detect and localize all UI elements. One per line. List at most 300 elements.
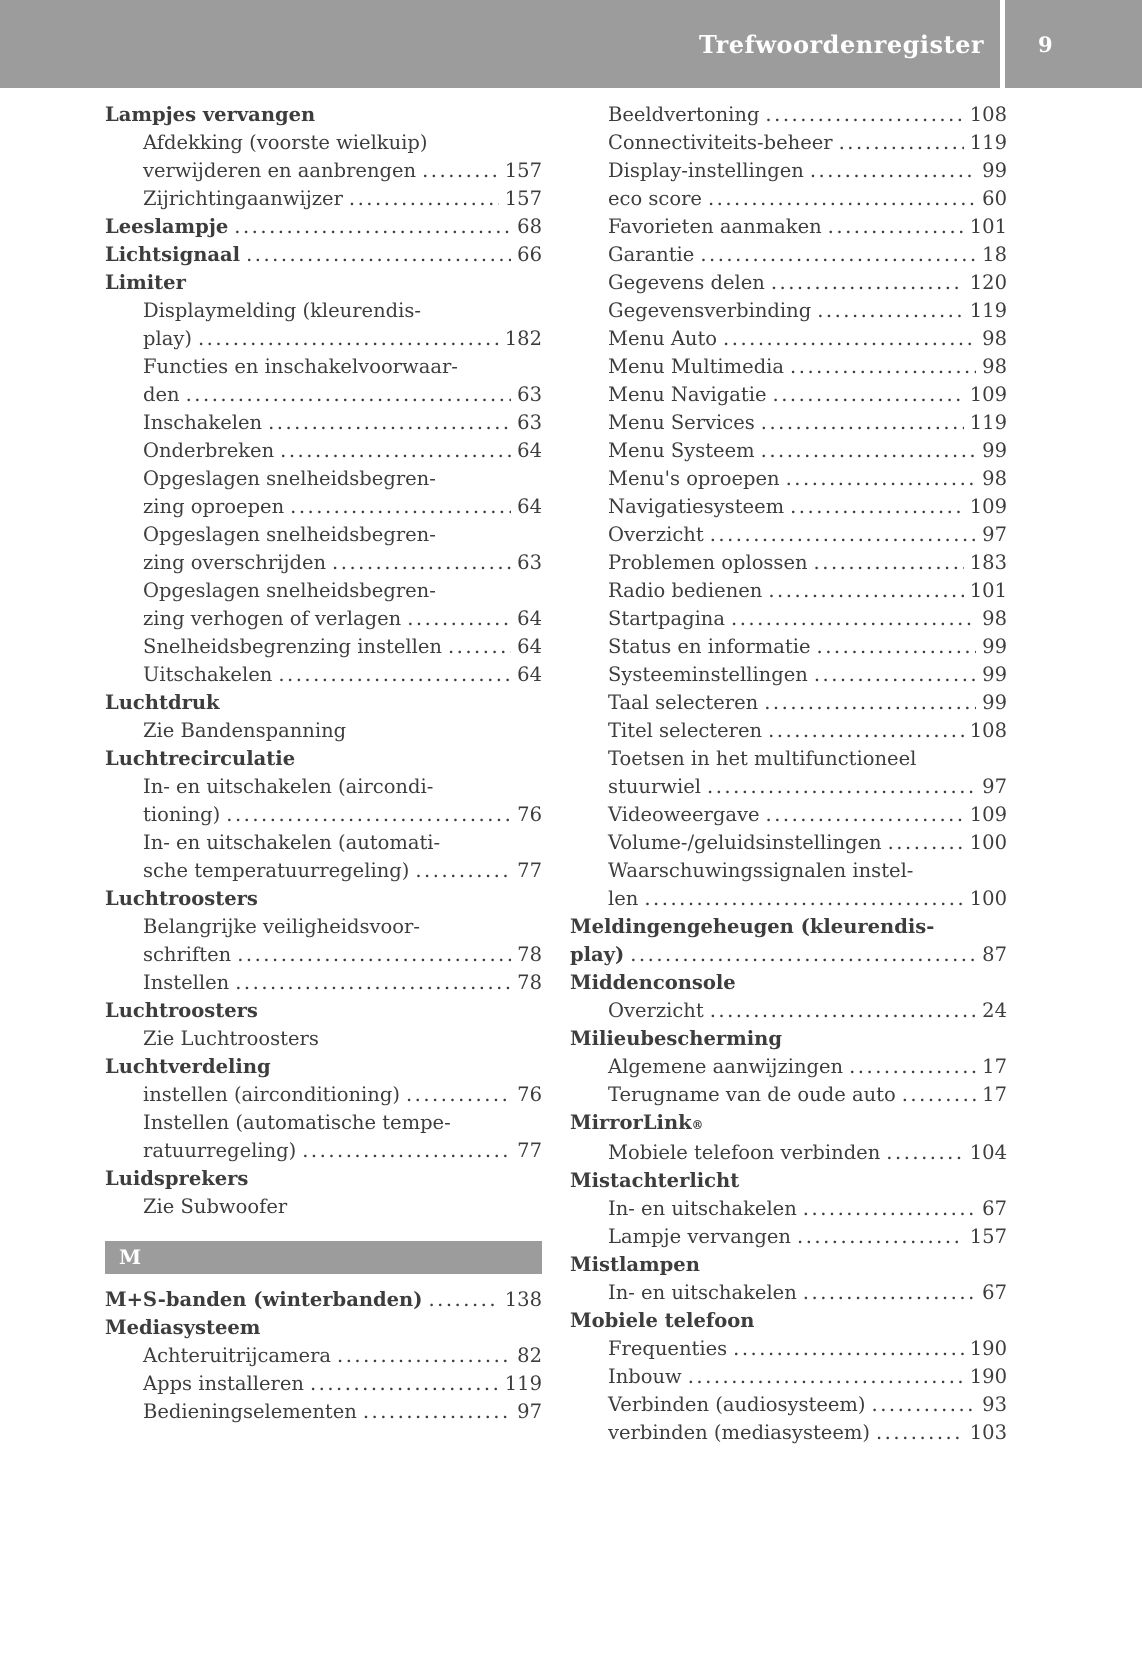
entry-label: Menu Navigatie [608,383,767,406]
index-entry-sub [105,297,542,353]
index-entry-sub [570,1053,1007,1081]
entry-label: stuurwiel [608,775,701,798]
entry-page-number: 99 [982,635,1007,658]
entry-line [570,1053,1007,1081]
entry-line [105,1025,542,1053]
entry-line [105,913,542,941]
leader-dots [849,1053,976,1081]
entry-label: Belangrijke veiligheidsvoor- [143,915,420,938]
entry-line [105,969,542,997]
entry-line [105,689,542,717]
entry-label: Overzicht [608,523,704,546]
page-number-box [1005,0,1142,88]
index-entry-sub [570,465,1007,493]
entry-line [570,353,1007,381]
entry-line [570,605,1007,633]
leader-dots [771,269,964,297]
index-entry-sub [570,689,1007,717]
entry-line [105,1193,542,1221]
leader-dots [731,605,976,633]
entry-page-number: 190 [969,1365,1007,1388]
entry-label: play) [570,943,625,966]
index-entry-main [570,1307,1007,1335]
leader-dots [761,409,964,437]
entry-label: Lichtsignaal [105,243,241,266]
entry-line [570,1363,1007,1391]
index-entry-sub [105,1342,542,1370]
index-entry-sub [570,1195,1007,1223]
entry-page-number: 76 [517,1083,542,1106]
entry-page-number: 77 [517,1139,542,1162]
entry-label: Problemen oplossen [608,551,808,574]
leader-dots [817,297,964,325]
entry-label: Luchtroosters [105,887,258,910]
entry-label: Functies en inschakelvoorwaar- [143,355,458,378]
entry-line [570,129,1007,157]
index-entry-sub [105,465,542,521]
leader-dots [886,1139,963,1167]
entry-label: zing oproepen [143,495,285,518]
index-entry-sub [105,1109,542,1165]
entry-line [570,1139,1007,1167]
leader-dots [407,605,511,633]
entry-line [105,1286,542,1314]
entry-label: Mobiele telefoon verbinden [608,1141,881,1164]
entry-label: Menu Systeem [608,439,755,462]
entry-label: Videoweergave [608,803,760,826]
entry-label: eco score [608,187,702,210]
leader-dots [768,577,963,605]
entry-page-number: 17 [982,1055,1007,1078]
leader-dots [428,1286,498,1314]
index-entry-sub [570,213,1007,241]
entry-label: Garantie [608,243,695,266]
entry-line [105,325,542,353]
index-entry-main [105,213,542,241]
entry-label: schriften [143,943,232,966]
index-entry-sub [570,269,1007,297]
leader-dots [644,885,963,913]
leader-dots [630,941,976,969]
leader-dots [790,353,976,381]
entry-label: Menu Multimedia [608,355,785,378]
leader-dots [768,717,964,745]
entry-label: Overzicht [608,999,704,1022]
index-entry-main [570,969,1007,997]
entry-page-number: 60 [982,187,1007,210]
entry-page-number: 138 [504,1288,542,1311]
index-entry-sub [105,1081,542,1109]
entry-label: play) [143,327,192,350]
entry-page-number: 63 [517,551,542,574]
entry-label: Connectiviteits-beheer [608,131,833,154]
leader-dots [278,661,511,689]
entry-page-number: 87 [982,943,1007,966]
index-entry-sub [570,1391,1007,1419]
entry-line [570,661,1007,689]
entry-page-number: 157 [504,187,542,210]
index-column-left [105,101,542,1447]
index-entry-sub [570,549,1007,577]
entry-page-number: 108 [969,719,1007,742]
index-entry-sub [570,997,1007,1025]
entry-label: Navigatiesysteem [608,495,785,518]
index-entry-main [105,885,542,913]
entry-page-number: 24 [982,999,1007,1022]
entry-label: Instellen (automatische tempe- [143,1111,451,1134]
entry-label: Zijrichtingaanwijzer [143,187,343,210]
entry-label: Titel selecteren [608,719,763,742]
leader-dots [817,633,977,661]
entry-label: Radio bedienen [608,579,763,602]
section-letter: M [119,1245,142,1269]
leader-dots [198,325,499,353]
index-entry-main [570,913,1007,969]
leader-dots [246,241,511,269]
entry-line [570,633,1007,661]
entry-line [105,773,542,801]
index-entry-sub [105,1398,542,1426]
entry-page-number: 99 [982,159,1007,182]
entry-page-number: 17 [982,1083,1007,1106]
entry-line [105,409,542,437]
entry-line [105,1053,542,1081]
section-letter-bar [105,1241,542,1274]
entry-line [105,605,542,633]
index-entry-sub [105,633,542,661]
entry-label: Lampje vervangen [608,1225,791,1248]
index-entry-main [570,1167,1007,1195]
entry-line [570,1081,1007,1109]
entry-line [105,101,542,129]
index-entry-sub [570,353,1007,381]
leader-dots [766,801,964,829]
entry-label: Menu Services [608,411,755,434]
entry-label: zing overschrijden [143,551,327,574]
index-entry-main [105,745,542,773]
index-entry-sub [105,1370,542,1398]
index-entry-sub [570,801,1007,829]
entry-label: Luchtroosters [105,999,258,1022]
entry-line [570,1251,1007,1279]
index-content [0,88,1142,1447]
index-entry-sub [570,437,1007,465]
index-entry-sub [570,325,1007,353]
index-entry-sub [570,1139,1007,1167]
entry-line [105,157,542,185]
leader-dots [902,1081,976,1109]
entry-page-number: 99 [982,439,1007,462]
entry-line [105,1342,542,1370]
entry-label: Toetsen in het multifunctioneel [608,747,917,770]
entry-line [105,269,542,297]
index-entry-sub [570,129,1007,157]
entry-label: Luchtrecirculatie [105,747,296,770]
entry-page-number: 98 [982,355,1007,378]
entry-page-number: 78 [517,971,542,994]
leader-dots [708,185,976,213]
leader-dots [337,1342,511,1370]
entry-line [105,1398,542,1426]
leader-dots [700,241,976,269]
index-entry-sub [105,773,542,829]
entry-line [570,465,1007,493]
entry-label: Inbouw [608,1365,682,1388]
index-entry-sub [570,381,1007,409]
leader-dots [406,1081,511,1109]
index-entry-main [105,689,542,717]
entry-label: Display-instellingen [608,159,804,182]
leader-dots [280,437,511,465]
entry-line [105,213,542,241]
entry-page-number: 67 [982,1197,1007,1220]
entry-page-number: 101 [969,215,1007,238]
entry-page-number: 76 [517,803,542,826]
entry-page-number: 66 [517,243,542,266]
entry-label: Onderbreken [143,439,275,462]
entry-label: Mediasysteem [105,1316,261,1339]
entry-label: Afdekking (voorste wielkuip) [143,131,428,154]
entry-line [570,1279,1007,1307]
index-column-right [570,101,1007,1447]
entry-label: Gegevensverbinding [608,299,812,322]
entry-page-number: 104 [969,1141,1007,1164]
index-entry-sub [570,1363,1007,1391]
index-entry-sub [105,829,542,885]
entry-page-number: 98 [982,607,1007,630]
index-entry-sub [105,185,542,213]
entry-line [105,1370,542,1398]
entry-label: Favorieten aanmaken [608,215,822,238]
entry-line [570,1109,1007,1139]
entry-line [105,997,542,1025]
index-entry-sub [105,521,542,577]
entry-label: Verbinden (audiosysteem) [608,1393,866,1416]
leader-dots [234,213,511,241]
entry-label: Apps installeren [143,1372,304,1395]
entry-line [570,157,1007,185]
page-title: Trefwoordenregister [699,29,984,59]
index-entry-main [105,101,542,129]
index-entry-sub [570,101,1007,129]
entry-line [570,1391,1007,1419]
index-entry-sub [570,605,1007,633]
entry-line [105,1081,542,1109]
entry-page-number: 119 [504,1372,542,1395]
entry-line [570,1307,1007,1335]
entry-label: Bedieningselementen [143,1400,357,1423]
entry-label: Limiter [105,271,186,294]
leader-dots [235,969,511,997]
entry-page-number: 119 [969,131,1007,154]
leader-dots [765,101,963,129]
entry-label: Instellen [143,971,230,994]
entry-label: Zie Bandenspanning [143,719,347,742]
entry-label: Luchtverdeling [105,1055,271,1078]
index-entry-sub [570,857,1007,913]
leader-dots [790,493,964,521]
entry-label: Leeslampje [105,215,229,238]
entry-label: Menu's oproepen [608,467,780,490]
leader-dots [786,465,977,493]
index-entry-sub [570,493,1007,521]
index-entry-sub [570,185,1007,213]
entry-line [570,745,1007,773]
entry-line [105,1109,542,1137]
header-title-bar [0,0,1000,88]
leader-dots [302,1137,511,1165]
leader-dots [710,521,976,549]
entry-line [570,437,1007,465]
entry-line [105,381,542,409]
index-cross-reference [105,1193,542,1221]
entry-label: Waarschuwingssignalen instel- [608,859,914,882]
entry-label: Opgeslagen snelheidsbegren- [143,579,436,602]
entry-line [570,885,1007,913]
entry-page-number: 63 [517,383,542,406]
entry-label: MirrorLink [570,1111,692,1134]
entry-page-number: 98 [982,467,1007,490]
entry-page-number: 109 [969,495,1007,518]
index-entry-main [105,241,542,269]
leader-dots [268,409,511,437]
entry-line [570,549,1007,577]
index-entry-sub [570,717,1007,745]
entry-page-number: 182 [504,327,542,350]
index-entry-sub [570,1081,1007,1109]
index-entry-sub [570,297,1007,325]
entry-label: Status en informatie [608,635,811,658]
leader-dots [237,941,511,969]
entry-line [105,745,542,773]
entry-label: In- en uitschakelen (automati- [143,831,441,854]
entry-line [570,493,1007,521]
entry-page-number: 64 [517,635,542,658]
leader-dots [814,661,976,689]
entry-line [105,577,542,605]
index-entry-sub [570,1279,1007,1307]
entry-page-number: 99 [982,691,1007,714]
index-entry-sub [105,661,542,689]
index-entry-main [105,1053,542,1081]
index-entry-main [570,1109,1007,1139]
entry-label: Systeeminstellingen [608,663,808,686]
entry-line [105,1314,542,1342]
entry-page-number: 157 [969,1225,1007,1248]
entry-line [105,633,542,661]
leader-dots [839,129,964,157]
index-entry-sub [570,409,1007,437]
leader-dots [803,1279,976,1307]
entry-label: sche temperatuurregeling) [143,859,410,882]
entry-label: Menu Auto [608,327,718,350]
index-entry-sub [105,409,542,437]
entry-page-number: 190 [969,1337,1007,1360]
index-entry-sub [570,521,1007,549]
entry-label: Uitschakelen [143,663,273,686]
entry-label: Mistachterlicht [570,1169,740,1192]
entry-page-number: 97 [517,1400,542,1423]
entry-page-number: 63 [517,411,542,434]
entry-line [570,801,1007,829]
entry-page-number: 64 [517,607,542,630]
entry-line [570,941,1007,969]
entry-line [570,717,1007,745]
entry-label: Volume-/geluidsinstellingen [608,831,882,854]
entry-label: Opgeslagen snelheidsbegren- [143,523,436,546]
entry-label: Startpagina [608,607,725,630]
entry-line [570,1167,1007,1195]
leader-dots [226,801,511,829]
entry-line [105,185,542,213]
index-entry-main [570,1251,1007,1279]
entry-line [570,829,1007,857]
index-entry-sub [570,577,1007,605]
index-entry-sub [105,913,542,969]
entry-label: Milieubescherming [570,1027,782,1050]
entry-page-number: 109 [969,803,1007,826]
leader-dots [290,493,511,521]
entry-label: In- en uitschakelen (aircondi- [143,775,434,798]
entry-line [570,297,1007,325]
entry-line [105,437,542,465]
leader-dots [723,325,976,353]
index-entry-sub [570,1223,1007,1251]
entry-line [570,1195,1007,1223]
entry-line [570,857,1007,885]
index-entry-sub [570,661,1007,689]
entry-page-number: 68 [517,215,542,238]
entry-page-number: 18 [982,243,1007,266]
index-entry-sub [105,437,542,465]
entry-page-number: 108 [969,103,1007,126]
entry-label: Beeldvertoning [608,103,760,126]
entry-label: Middenconsole [570,971,736,994]
entry-line [570,241,1007,269]
entry-page-number: 103 [969,1421,1007,1444]
entry-line [570,269,1007,297]
entry-label: Mistlampen [570,1253,700,1276]
entry-page-number: 64 [517,663,542,686]
index-cross-reference [105,717,542,745]
entry-line [105,1137,542,1165]
leader-dots [332,549,511,577]
index-cross-reference [105,1025,542,1053]
index-entry-sub [570,157,1007,185]
leader-dots [764,689,976,717]
entry-label: In- en uitschakelen [608,1281,797,1304]
entry-line [570,521,1007,549]
index-entry-main [105,1165,542,1193]
entry-label: Lampjes vervangen [105,103,316,126]
index-entry-sub [105,969,542,997]
entry-line [105,717,542,745]
entry-label: Taal selecteren [608,691,759,714]
entry-line [570,689,1007,717]
leader-dots [814,549,964,577]
entry-label: Algemene aanwijzingen [608,1055,844,1078]
entry-label: Meldingengeheugen (kleurendis- [570,915,935,938]
entry-line [570,969,1007,997]
entry-line [570,997,1007,1025]
leader-dots [186,381,512,409]
entry-line [105,885,542,913]
entry-page-number: 119 [969,299,1007,322]
entry-line [105,521,542,549]
entry-line [105,801,542,829]
entry-page-number: 93 [982,1393,1007,1416]
entry-line [105,941,542,969]
